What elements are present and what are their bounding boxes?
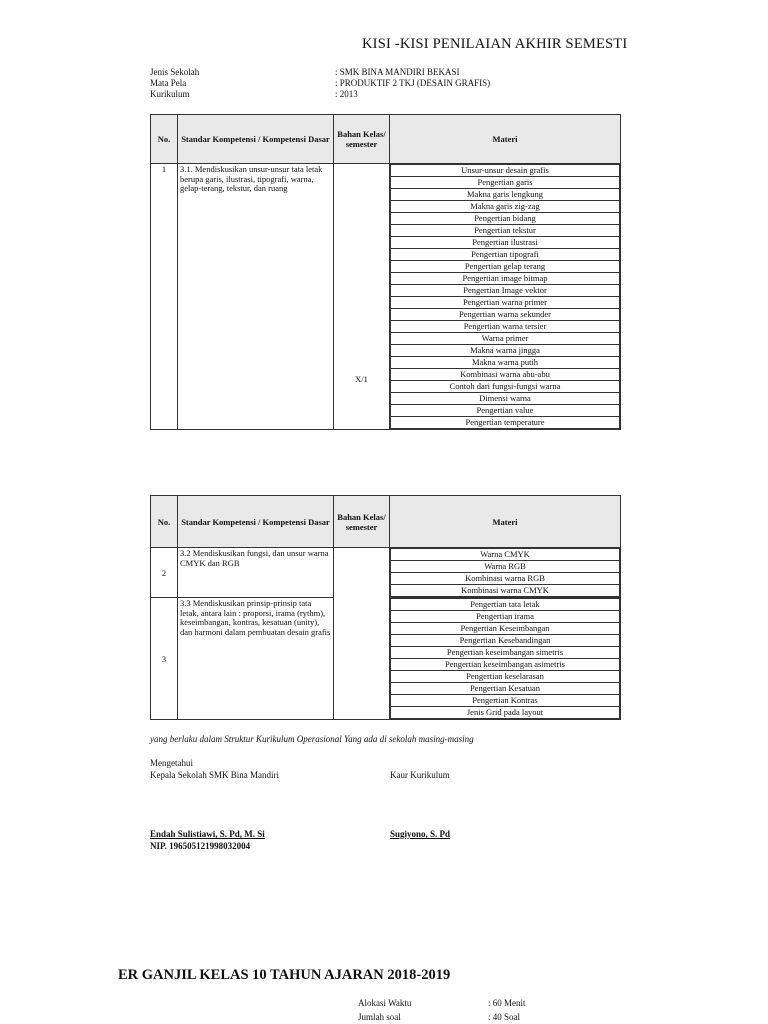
kepala-sekolah-title: Kepala Sekolah SMK Bina Mandiri	[150, 770, 279, 780]
bahan-kelas	[334, 548, 390, 720]
kepala-sekolah-name: Endah Sulistiawi, S. Pd, M. Si	[150, 829, 265, 839]
page2-info	[358, 996, 658, 1024]
page2-title: ER GANJIL KELAS 10 TAHUN AJARAN 2018-2019	[118, 967, 451, 983]
info-row-mata-pelajaran	[150, 78, 550, 89]
kaur-kurikulum-title: Kaur Kurikulum	[390, 770, 450, 780]
materi-item: Pengertian warna sekunder	[391, 309, 620, 321]
info-row-jenis-sekolah	[150, 67, 550, 78]
materi-item: Warna RGB	[391, 561, 620, 573]
materi-item: Pengertian warna primer	[391, 297, 620, 309]
school-info	[150, 67, 550, 100]
info-row-kurikulum	[150, 89, 550, 100]
header-standar-kompetensi: Standar Kompetensi / Kompetensi Dasar	[178, 496, 334, 548]
info-label: Alokasi Waktu	[358, 998, 412, 1008]
materi-item: Makna warna jingga	[391, 345, 620, 357]
materi-item: Makna garis zig-zag	[391, 201, 620, 213]
materi-item: Pengertian keseimbangan simetris	[391, 647, 620, 659]
info-label: Jenis Sekolah	[150, 67, 200, 77]
row-number: 2	[151, 548, 178, 598]
materi-item: Pengertian Kesebandingan	[391, 635, 620, 647]
materi-item: Pengertian Keseimbangan	[391, 623, 620, 635]
materi-item: Kombinasi warna CMYK	[391, 585, 620, 597]
materi-cell	[390, 548, 621, 598]
header-no: No.	[151, 496, 178, 548]
info-label: Kurikulum	[150, 89, 190, 99]
materi-item: Pengertian keseimbangan asimetris	[391, 659, 620, 671]
header-standar-kompetensi: Standar Kompetensi / Kompetensi Dasar	[178, 115, 334, 164]
materi-item: Pengertian Image vektor	[391, 285, 620, 297]
table-row	[151, 164, 621, 430]
header-no: No.	[151, 115, 178, 164]
header-materi: Materi	[390, 115, 621, 164]
kisi-table-2	[150, 495, 621, 720]
info-value: : SMK BINA MANDIRI BEKASI	[335, 67, 460, 77]
materi-item: Pengertian tekstur	[391, 225, 620, 237]
header-bahan-kelas: Bahan Kelas/ semester	[334, 496, 390, 548]
info-row-jumlah-soal	[358, 1010, 658, 1024]
materi-item: Kombinasi warna RGB	[391, 573, 620, 585]
materi-cell	[390, 164, 621, 430]
kompetensi-dasar: 3.3 Mendiskusikan prinsip-prinsip tata letak, antara lain : proporsi, irama (rythm), keseimbangan, kontras, kesatuan (unity), dan harmoni dalam pembuatan desain grafis	[178, 598, 334, 720]
materi-item: Unsur-unsur desain grafis	[391, 165, 620, 177]
table-header-row	[151, 496, 621, 548]
info-value: : 2013	[335, 89, 358, 99]
materi-item: Pengertian keselarasan	[391, 671, 620, 683]
kisi-table-1	[150, 114, 621, 430]
kaur-kurikulum-name: Sugiyono, S. Pd	[390, 829, 451, 839]
materi-item: Warna primer	[391, 333, 620, 345]
materi-item: Pengertian ilustrasi	[391, 237, 620, 249]
materi-list	[390, 164, 620, 429]
info-value: : 60 Menit	[488, 998, 526, 1008]
materi-cell	[390, 598, 621, 720]
materi-item: Pengertian bidang	[391, 213, 620, 225]
materi-item: Pengertian Kesatuan	[391, 683, 620, 695]
kepala-sekolah-nip: NIP. 196505121998032004	[150, 841, 251, 851]
table-header-row	[151, 115, 621, 164]
materi-item: Makna warna putih	[391, 357, 620, 369]
materi-item: Pengertian irama	[391, 611, 620, 623]
materi-item: Jenis Grid pada layout	[391, 707, 620, 719]
mengetahui-label: Mengetahui	[150, 758, 193, 768]
materi-item: Pengertian Kontras	[391, 695, 620, 707]
materi-list	[390, 548, 620, 597]
materi-item: Pengertian value	[391, 405, 620, 417]
materi-item: Warna CMYK	[391, 549, 620, 561]
curriculum-note: yang berlaku dalam Struktur Kurikulum Operasional Yang ada di sekolah masing-masing	[150, 734, 474, 744]
materi-item: Pengertian warna tersier	[391, 321, 620, 333]
info-label: Jumlah soal	[358, 1012, 401, 1022]
materi-list	[390, 598, 620, 719]
info-value: : 40 Soal	[488, 1012, 521, 1022]
bahan-kelas: X/1	[334, 164, 390, 430]
materi-item: Pengertian garis	[391, 177, 620, 189]
kompetensi-dasar: 3.2 Mendiskusikan fungsi, dan unsur warna CMYK dan RGB	[178, 548, 334, 598]
table-row	[151, 548, 621, 598]
materi-item: Pengertian temperature	[391, 417, 620, 429]
info-value: : PRODUKTIF 2 TKJ (DESAIN GRAFIS)	[335, 78, 491, 88]
materi-item: Makna garis lengkung	[391, 189, 620, 201]
page-title: KISI -KISI PENILAIAN AKHIR SEMESTI	[362, 36, 628, 52]
row-number: 3	[151, 598, 178, 720]
info-row-alokasi-waktu	[358, 996, 658, 1010]
kompetensi-dasar: 3.1. Mendiskusikan unsur-unsur tata letak berupa garis, ilustrasi, tipografi, warna, gelap-terang, tekstur, dan ruang	[178, 164, 334, 430]
row-number: 1	[151, 164, 178, 430]
header-materi: Materi	[390, 496, 621, 548]
materi-item: Pengertian image bitmap	[391, 273, 620, 285]
materi-item: Pengertian gelap terang	[391, 261, 620, 273]
materi-item: Dimensi warna	[391, 393, 620, 405]
materi-item: Contoh dari fungsi-fungsi warna	[391, 381, 620, 393]
header-bahan-kelas: Bahan Kelas/ semester	[334, 115, 390, 164]
materi-item: Pengertian tipografi	[391, 249, 620, 261]
materi-item: Pengertian tata letak	[391, 599, 620, 611]
materi-item: Kombinasi warna abu-abu	[391, 369, 620, 381]
info-label: Mata Pela	[150, 78, 187, 88]
